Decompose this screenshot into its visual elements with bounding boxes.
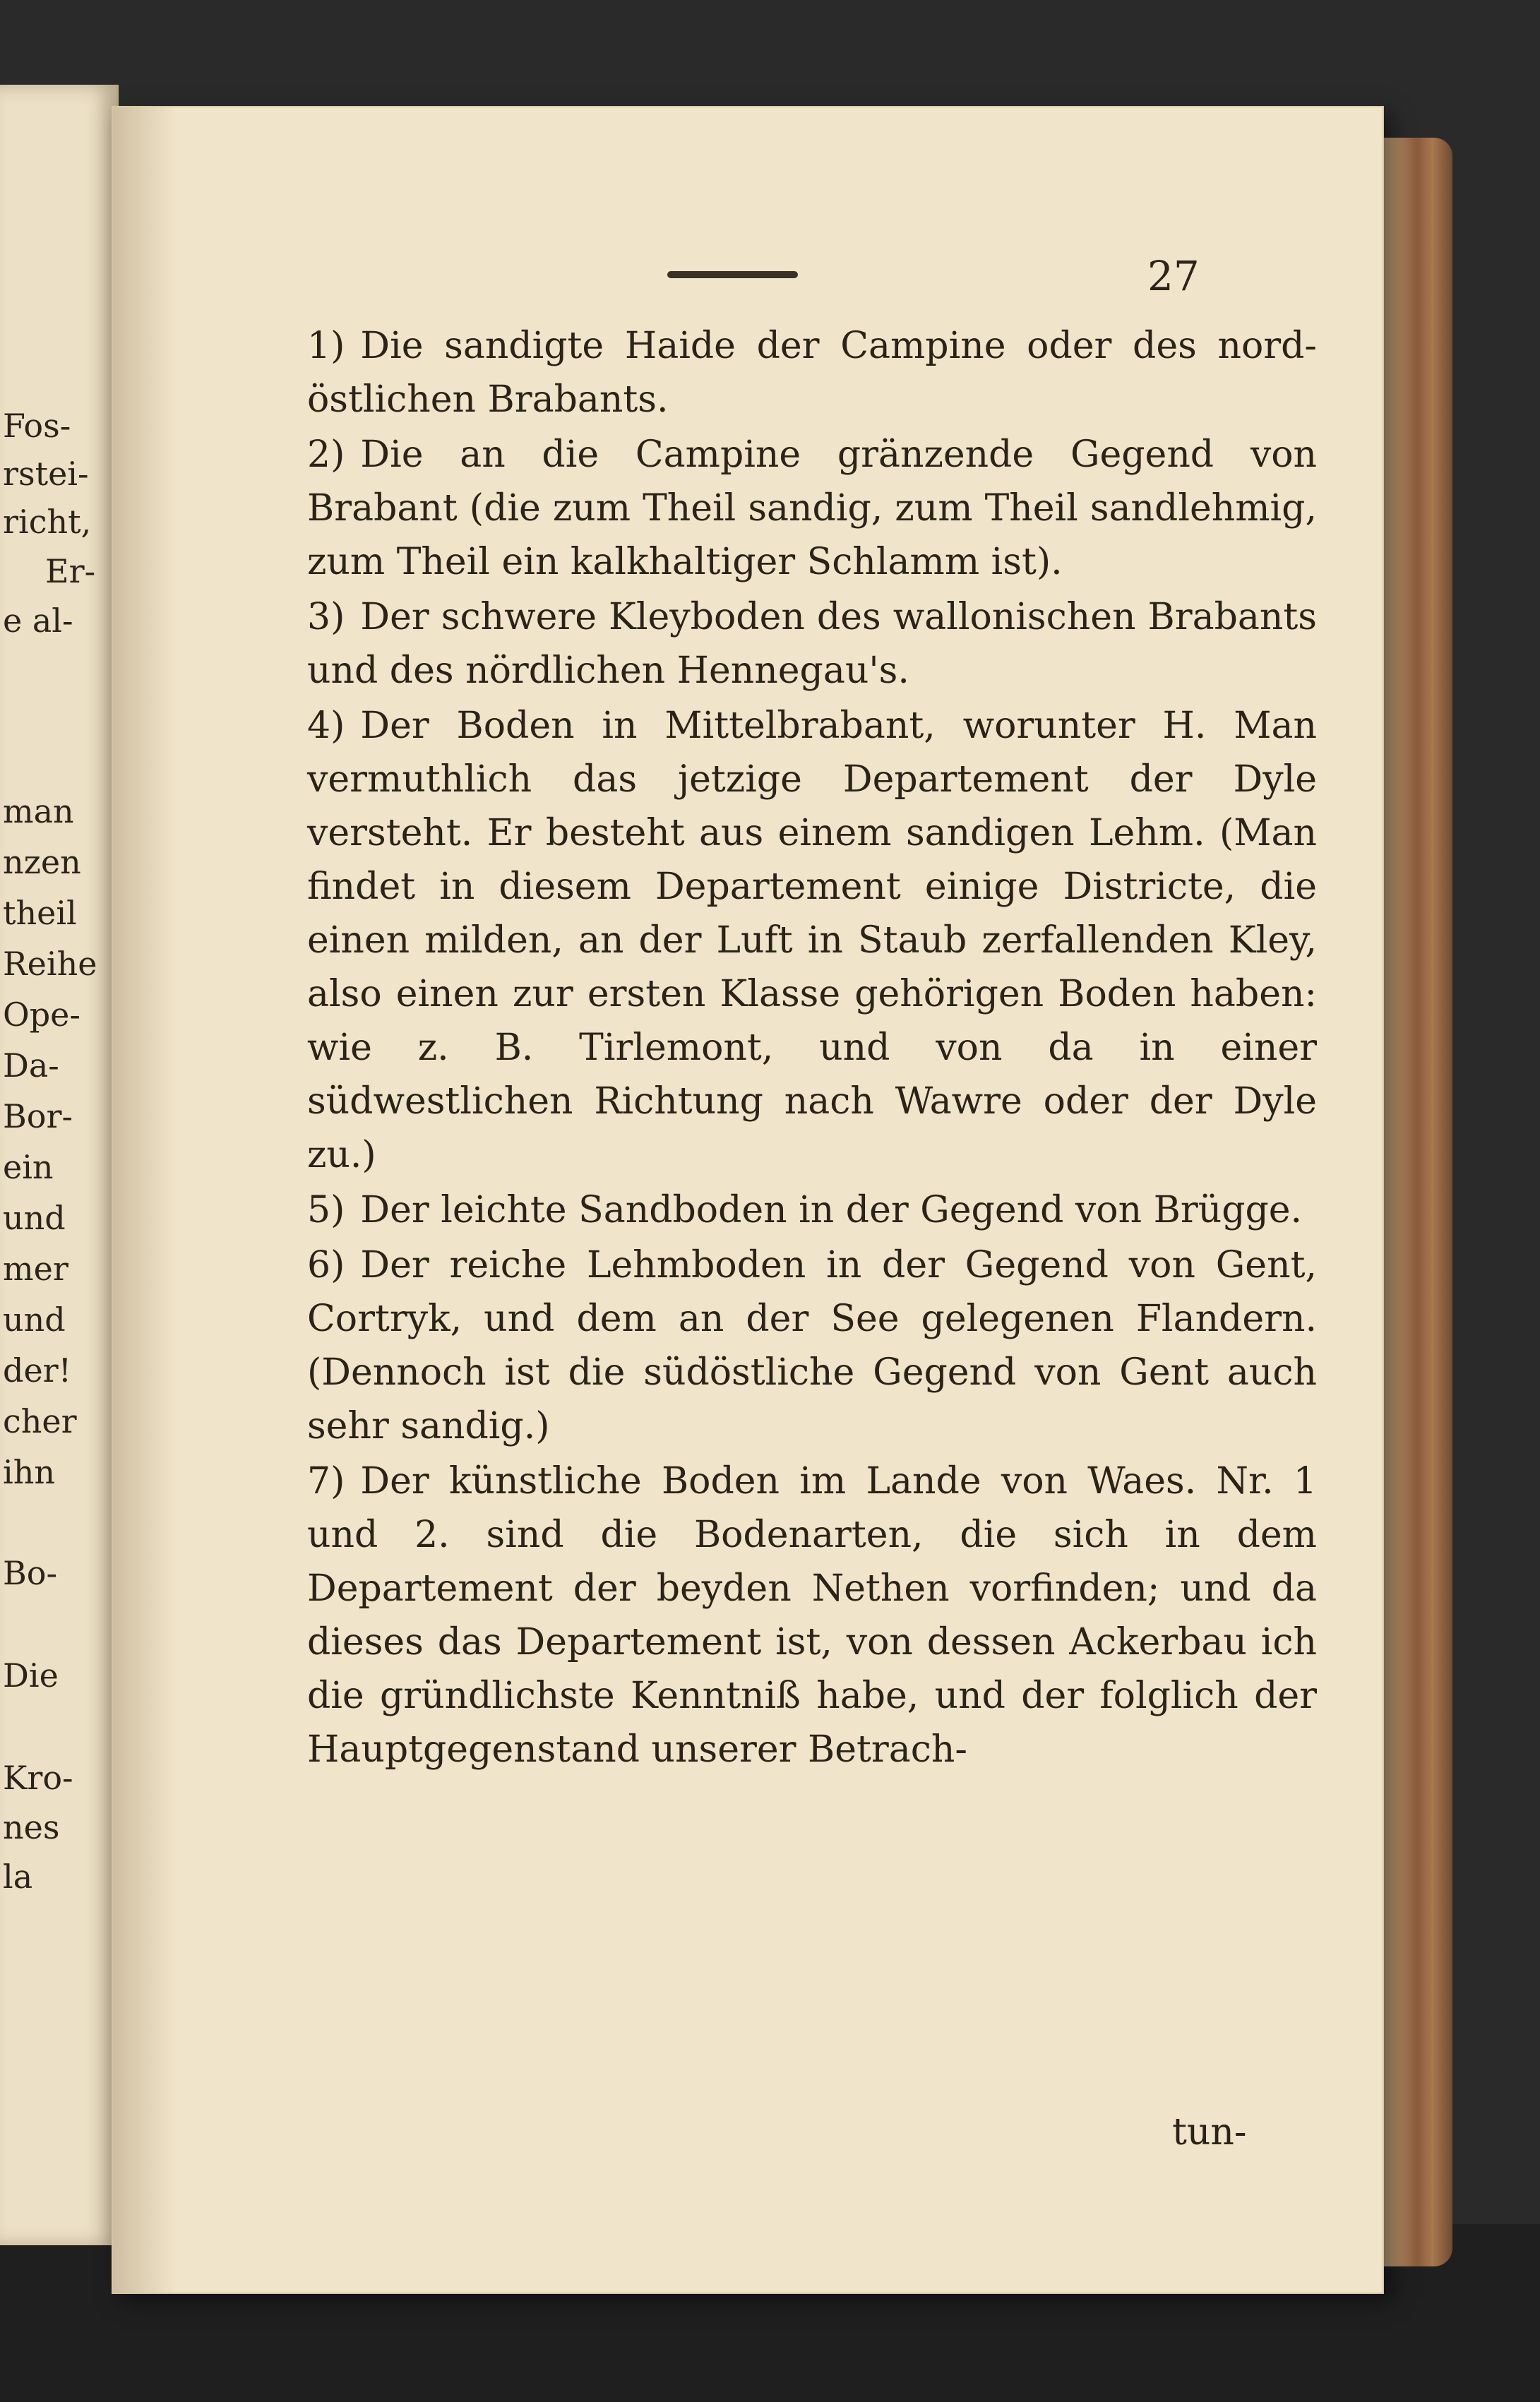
list-item-number: 5) — [307, 1189, 345, 1231]
left-fragment: richt, — [3, 503, 92, 541]
left-fragment: Ope- — [3, 996, 80, 1034]
header-ornament-rule — [667, 271, 798, 278]
list-item — [307, 1183, 1317, 1237]
list-item-text: Der künstliche Boden im Lande von Waes. Nr. 1 und 2. sind die Bodenarten, die sich in dem Departement der beyden Nethen vorfinden; und da dieses das Departement ist, von dessen Ackerbau ich die gründlichste Kenntniß habe, und der folglich der Hauptgegenstand unserer Betrach- — [307, 1460, 1317, 1771]
page-number: 27 — [1147, 252, 1200, 300]
list-item-number: 6) — [307, 1244, 345, 1286]
book-page — [113, 107, 1383, 2293]
left-fragment: Die — [3, 1656, 59, 1695]
left-fragment: ihn — [3, 1453, 55, 1491]
left-fragment: Reihe — [3, 945, 97, 983]
left-page-edge — [0, 85, 119, 2245]
left-fragment: Kro- — [3, 1759, 73, 1797]
list-item-number: 7) — [307, 1460, 345, 1502]
book-page-edges — [1373, 138, 1452, 2266]
left-fragment: theil — [3, 894, 77, 932]
list-item-text: Der reiche Lehmboden in der Gegend von Gent, Cortryk, und dem an der See gelegenen Flandern. (Dennoch ist die südöstliche Gegend von Gent auch sehr sandig.) — [307, 1244, 1317, 1447]
list-item-number: 4) — [307, 705, 345, 747]
left-fragment: ein — [3, 1148, 54, 1186]
left-fragment: cher — [3, 1402, 77, 1440]
list-item-number: 3) — [307, 596, 345, 638]
list-item-text: Die an die Campine gränzende Gegend von Brabant (die zum Theil sandig, zum Theil sandlehmig, zum Theil ein kalkhaltiger Schlamm ist). — [307, 434, 1317, 583]
list-item — [307, 319, 1317, 426]
list-item — [307, 590, 1317, 698]
list-item-text: Der leichte Sandboden in der Gegend von Brügge. — [360, 1189, 1303, 1231]
list-item-text: Der schwere Kleyboden des wallonischen Brabants und des nördlichen Hennegau's. — [307, 596, 1317, 692]
left-fragment: nes — [3, 1808, 60, 1846]
catchword: tun- — [1172, 2111, 1247, 2153]
list-item — [307, 1454, 1317, 1776]
page-body — [307, 319, 1317, 1778]
left-fragment: Da- — [3, 1046, 59, 1085]
left-fragment: Fos- — [3, 407, 71, 445]
left-fragment: la — [3, 1858, 33, 1896]
left-fragment: rstei- — [3, 455, 89, 493]
left-fragment: mer — [3, 1250, 68, 1288]
list-item — [307, 428, 1317, 589]
left-fragment: Er- — [45, 552, 96, 590]
left-fragment: man — [3, 792, 74, 830]
left-fragment: e al- — [3, 602, 73, 640]
left-fragment: nzen — [3, 843, 81, 881]
list-item-text: Der Boden in Mittelbrabant, worunter H. Man vermuthlich das jetzige Departement der Dyle versteht. Er besteht aus einem sandigen Lehm. (Man findet in diesem Departement einige Districte, die einen milden, an der Luft in Staub zerfallenden Kley, also einen zur ersten Klasse gehörigen Boden haben: wie z. B. Tirlemont, und von da in einer südwestlichen Richtung nach Wawre oder der Dyle zu.) — [307, 705, 1317, 1176]
left-fragment: Bor- — [3, 1097, 73, 1135]
left-fragment: der! — [3, 1351, 72, 1390]
left-fragment: und — [3, 1301, 66, 1339]
left-fragment: Bo- — [3, 1554, 58, 1592]
list-item-number: 1) — [307, 325, 345, 367]
list-item-number: 2) — [307, 434, 345, 476]
list-item — [307, 699, 1317, 1182]
list-item — [307, 1238, 1317, 1453]
list-item-text: Die sandigte Haide der Campine oder des nord-östlichen Brabants. — [307, 325, 1317, 421]
left-fragment: und — [3, 1199, 66, 1237]
